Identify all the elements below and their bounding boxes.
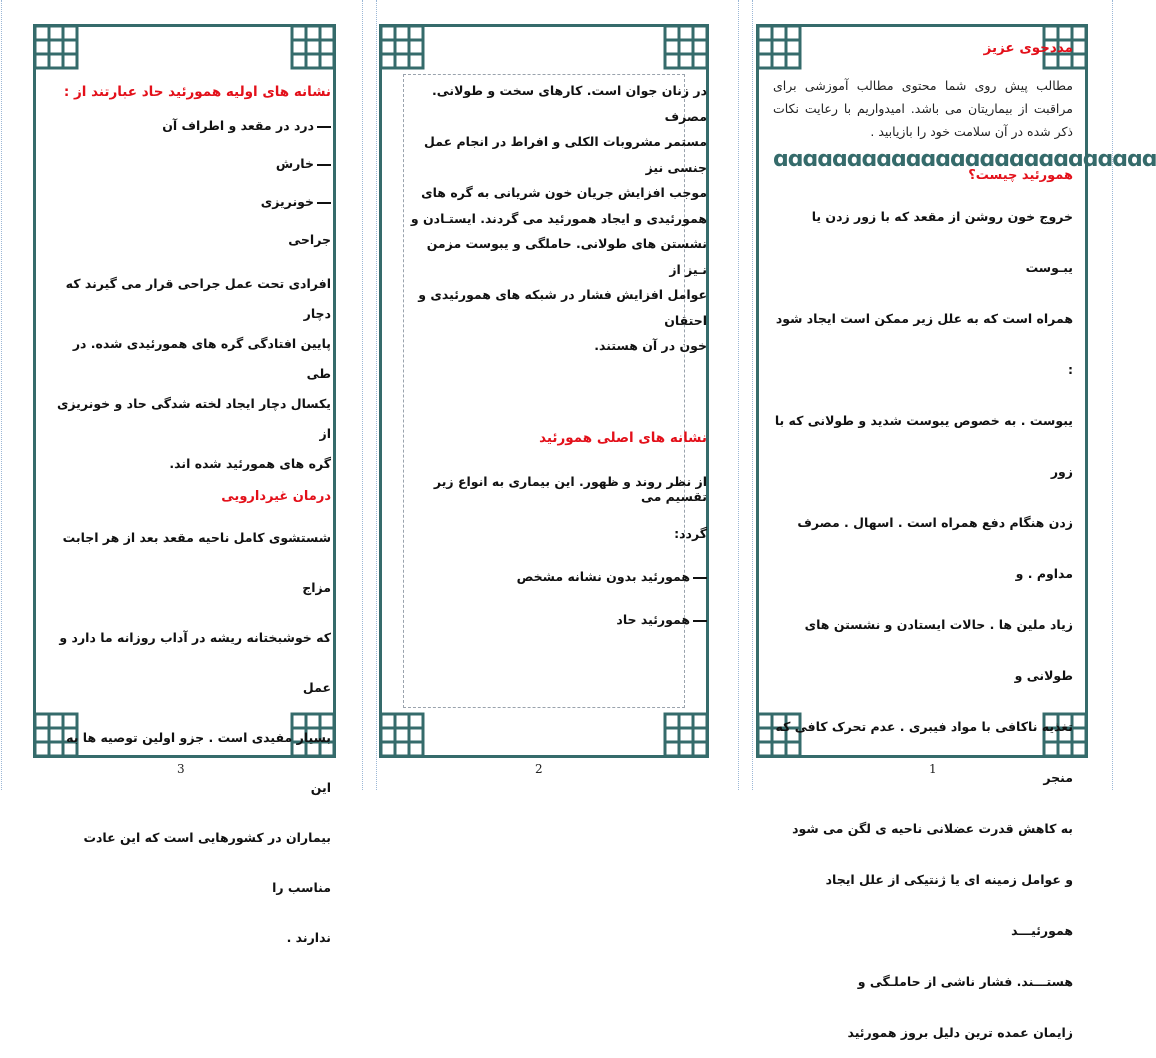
text-line: خروج خون روشن از مقعد که با زور زدن یا یبـوست xyxy=(811,209,1073,275)
text-line: بیماران در کشورهایی است که این عادت مناسب را xyxy=(83,830,331,895)
text-line: موجب افزایش جریان خون شریانی به گره های xyxy=(421,185,707,200)
column-guide-4 xyxy=(738,0,739,790)
text-line: عوامل افزایش فشار در شبکه های همورئیدی و احتقان xyxy=(418,287,707,328)
text-line: همورئیدی و ایجاد همورئید می گردند. ایستـادن و xyxy=(410,210,707,226)
text-line: زیاد ملین ها . حالات ایستادن و نشستن های طولانی و xyxy=(804,617,1073,683)
causes-paragraph xyxy=(407,78,707,359)
list-item: همورئید بدون نشانه مشخص xyxy=(407,569,707,584)
dash-bullet xyxy=(693,577,707,579)
what-is-paragraph xyxy=(773,191,1073,1058)
text-line: افرادی تحت عمل جراحی قرار می گیرند که دچار xyxy=(65,276,331,321)
dash-bullet xyxy=(317,202,331,204)
text-line: یکسال دچار ایجاد لخته شدگی حاد و خونریزی از xyxy=(56,396,331,441)
intro-paragraph: مطالب پیش روی شما محتوی مطالب آموزشی برای مراقبت از بیماریتان می باشد. امیدواریم با رعایت نکات ذکر شده در آن سلامت خود را بازیابید . xyxy=(773,78,1073,139)
text-line: گره های همورئید شده اند. xyxy=(169,456,331,471)
list-item: خونریزی xyxy=(53,194,331,232)
section-title-nondrug: درمان غیردارویی xyxy=(221,489,331,504)
page-2-content-lower xyxy=(407,430,707,627)
text-line: گردد: xyxy=(674,526,707,541)
panel-page-2 xyxy=(377,0,738,790)
page-title: مددجوی عزیز xyxy=(983,40,1073,56)
panel-page-1 xyxy=(753,0,1156,1040)
text-line: که خوشبختانه ریشه در آداب روزانه ما دارد و عمل xyxy=(59,630,331,695)
text-line: پایین افتادگی گره های همورئیدی شده. در طی xyxy=(72,336,331,381)
corner-ornament-top-right xyxy=(290,24,336,70)
text-line: زایمان عمده ترین دلیل بروز همورئید xyxy=(847,1025,1073,1040)
ornament-divider: ɑɑɑɑɑɑɑɑɑɑɑɑɑɑɑɑɑɑɑɑɑɑɑɑɑɑ xyxy=(773,147,1156,172)
text-line: یبوست . به خصوص یبوست شدید و طولانی که با زور xyxy=(774,413,1073,479)
surgery-paragraph xyxy=(53,269,331,479)
text-line: زدن هنگام دفع همراه است . اسهال . مصرف مداوم . و xyxy=(797,515,1073,581)
dash-bullet xyxy=(317,126,331,128)
text-line: و عوامل زمینه ای یا ژنتیکی از علل ایجاد همورئیـــد xyxy=(825,872,1073,938)
early-signs-list xyxy=(53,118,331,232)
corner-ornament-top-right xyxy=(663,24,709,70)
corner-ornament-bottom-right xyxy=(663,712,709,758)
corner-ornament-bottom-left xyxy=(379,712,425,758)
dash-bullet xyxy=(693,620,707,622)
page-2-content xyxy=(407,78,707,359)
page-number: 1 xyxy=(929,762,937,776)
list-item: خارش xyxy=(53,156,331,194)
text-line: هستـــند. فشار ناشی از حاملـگی و xyxy=(857,974,1073,989)
section-title-main-signs: نشانه های اصلی همورئید xyxy=(539,430,707,446)
text-line: به کاهش قدرت عضلانی ناحیه ی لگن می شود xyxy=(792,821,1073,836)
list-item: همورئید حاد xyxy=(407,612,707,627)
text-line: در زنان جوان است. کارهای سخت و طولانی. مصرف xyxy=(432,83,707,124)
section-title-what-is: همورئید چیست؟ xyxy=(968,168,1073,183)
text-line: از نظر روند و ظهور. این بیماری به انواع زیر تقسیم می xyxy=(433,474,707,504)
page-3-content xyxy=(53,84,331,963)
corner-ornament-top-left xyxy=(33,24,79,70)
text-line: نشستن های طولانی. حاملگی و یبوست مزمن نـیز از xyxy=(426,236,707,277)
nondrug-paragraph xyxy=(53,513,331,963)
surgery-title: جراحی xyxy=(288,232,331,247)
text-line: بسیار مفیدی است . جزو اولین توصیه ها به این xyxy=(66,730,331,795)
page-1-content xyxy=(773,40,1156,1058)
page-number: 2 xyxy=(535,762,543,776)
text-line: مستمر مشروبات الکلی و افراط در انجام عمل جنسی نیز xyxy=(424,134,707,175)
text-line: شستشوی کامل ناحیه مقعد بعد از هر اجابت مزاج xyxy=(62,530,331,595)
column-guide-2 xyxy=(362,0,363,790)
text-line: تغذیه ناکافی با مواد فیبری . عدم تحرک کافی که منجر xyxy=(775,719,1073,785)
panel-page-3 xyxy=(1,0,362,945)
section-title-early-signs: نشانه های اولیه همورئید حاد عبارتند از : xyxy=(63,84,331,100)
list-item: درد در مقعد و اطراف آن xyxy=(53,118,331,156)
corner-ornament-top-left xyxy=(379,24,425,70)
page-number: 3 xyxy=(177,762,185,776)
text-line: همراه است که به علل زیر ممکن است ایجاد شود : xyxy=(775,311,1073,377)
text-line: خون در آن هستند. xyxy=(594,338,707,353)
text-line: ندارند . xyxy=(286,930,331,945)
dash-bullet xyxy=(317,164,331,166)
